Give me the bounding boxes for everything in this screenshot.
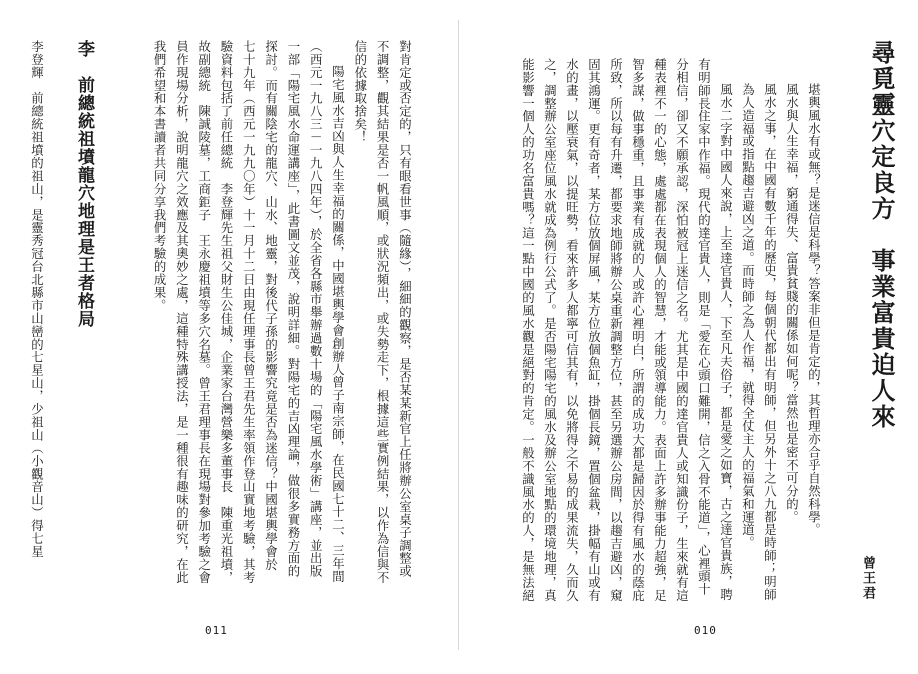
text-column: 風水之事，在中國有數千年的歷史，每個朝代都出有明師，但另外十之八九都是時師；明師 xyxy=(762,83,778,601)
text-column: 分相信，卻又不願承認，深怕被冠上迷信之名。尤其是中國的達官貴人或知識份子，生來就有這 xyxy=(674,58,690,602)
text-column: 能影響一個人的功名富貴嗎？這一點中國的風水觀是絕對的肯定。一般不識風水的人，是無法絕 xyxy=(520,58,536,602)
text-column: 李登輝 前總統祖墳的祖山，是靈秀冠台北縣市山巒的七星山，少祖山（小觀音山）得七星 xyxy=(29,40,45,558)
text-column: 為人造福或指點趨吉避凶之道。而時師之為人作福，就得全仗主人的福氣和運道。 xyxy=(740,83,756,550)
text-column: 種表裡不一的心態，處處都在表現個人的智慧，才能或領導能力。表面上許多辦事能力超強，足 xyxy=(652,58,668,602)
text-column: 風水二字對中國人來說，上至達官貴人，下至凡夫俗子，都是愛之如寶，古之達官貴族，聘 xyxy=(718,83,734,601)
right-page xyxy=(460,0,918,674)
text-column: 對肯定或否定的，只有眼看世事（隨緣），細細的觀察，是否某某新官上任將辦公室桌子調整或 xyxy=(397,40,413,578)
text-column: （西元一九八三－一九八四年），於全省各縣市舉辦過數十場的「陽宅風水學術」講座，並出版 xyxy=(308,40,324,578)
text-column: 探討。而有關陰宅的龍穴、山水、地靈，對後代子孫的影響究竟是否為迷信？中國堪輿學會於 xyxy=(263,40,279,571)
text-column: 一部「陽宅風水命運講座」，此書圖文並茂，說明詳細。對陽宅的吉凶理論，做很多實務方面的 xyxy=(285,40,301,578)
text-column: 七十九年（西元一九九〇年）十一月十二日由現任理事長曾王君先生率領作登山實地考驗，其考 xyxy=(241,40,257,584)
text-column: 智多謀，做事穩重，且事業有成就的人或許心裡明白，所謂的成功大都是歸因於得有風水的蔭庇 xyxy=(630,58,646,602)
text-column: 驗資料包括了前任總統 李登輝先生祖父財生公佳城，企業家台灣營樂多董事長 陳重光祖墳， xyxy=(219,40,234,584)
text-column: 所致，所以每有升遷，都要求地師將辦公桌重新調整方位，甚至另選辦公房間，以趨吉避凶，窺 xyxy=(608,58,624,602)
section-heading: 李 前總統祖墳龍穴地理是王者格局 xyxy=(74,40,94,328)
text-column: 故副總統 陳誠陵墓，工商鉅子 王永慶祖墳等多穴名墓。曾王君理事長在現場對參加考驗之會 xyxy=(196,40,212,584)
page-number-right: 010 xyxy=(694,624,717,637)
text-column: 堪輿風水有或無？是迷信是科學？答案非但是肯定的，其哲理亦合乎自然科學。 xyxy=(806,83,822,537)
text-column: 有明師長住家中作福。現代的達官貴人，則是「愛在心頭口難開，信之入骨不能道」，心裡頭十 xyxy=(696,58,712,596)
text-column: 固其鴻運。更有奇者，某方位放個屏風，某方位放個魚缸，掛個長鏡，置個盆栽，掛幅有山或有 xyxy=(586,58,602,602)
author-name: 曾王君 xyxy=(860,556,875,601)
text-column: 陽宅風水吉凶與人生幸福的關係，中國堪輿學會創辦人曾子南宗師，在民國七十二、三年間 xyxy=(330,65,346,583)
text-column: 我們希望和本書讀者共同分享我們考驗的成果。 xyxy=(152,40,168,312)
text-column: 風水與人生幸福，窮通得失、富貴貧賤的關係如何呢？當然也是密不可分的。 xyxy=(784,83,800,524)
text-column: 之，調整辦公室座位風水就成為例行公式了。是否陽宅陽宅的風水及辦公室地點的環境地理，真 xyxy=(542,58,558,602)
text-column: 水的畫，以壓衰氣，以提旺勢，看來許多人都寧可信其有，以免將得之不易的成果流失，久而久 xyxy=(564,58,580,602)
text-column: 員作現場分析，說明龍穴之效應及其奧妙之處，這種特殊講授法，是一種很有趣味的研究，在此 xyxy=(174,40,190,584)
page-title: 尋覓靈穴定良方 事業富貴迫人來 xyxy=(867,40,896,430)
text-column: 信的依據取捨矣！ xyxy=(352,40,368,144)
page-number-left: 011 xyxy=(205,624,228,637)
text-column: 不調整，觀其結果是否一帆風順，或狀況頻出，或失勢走下，根據這些實例結果，以作為信與不 xyxy=(375,40,391,584)
